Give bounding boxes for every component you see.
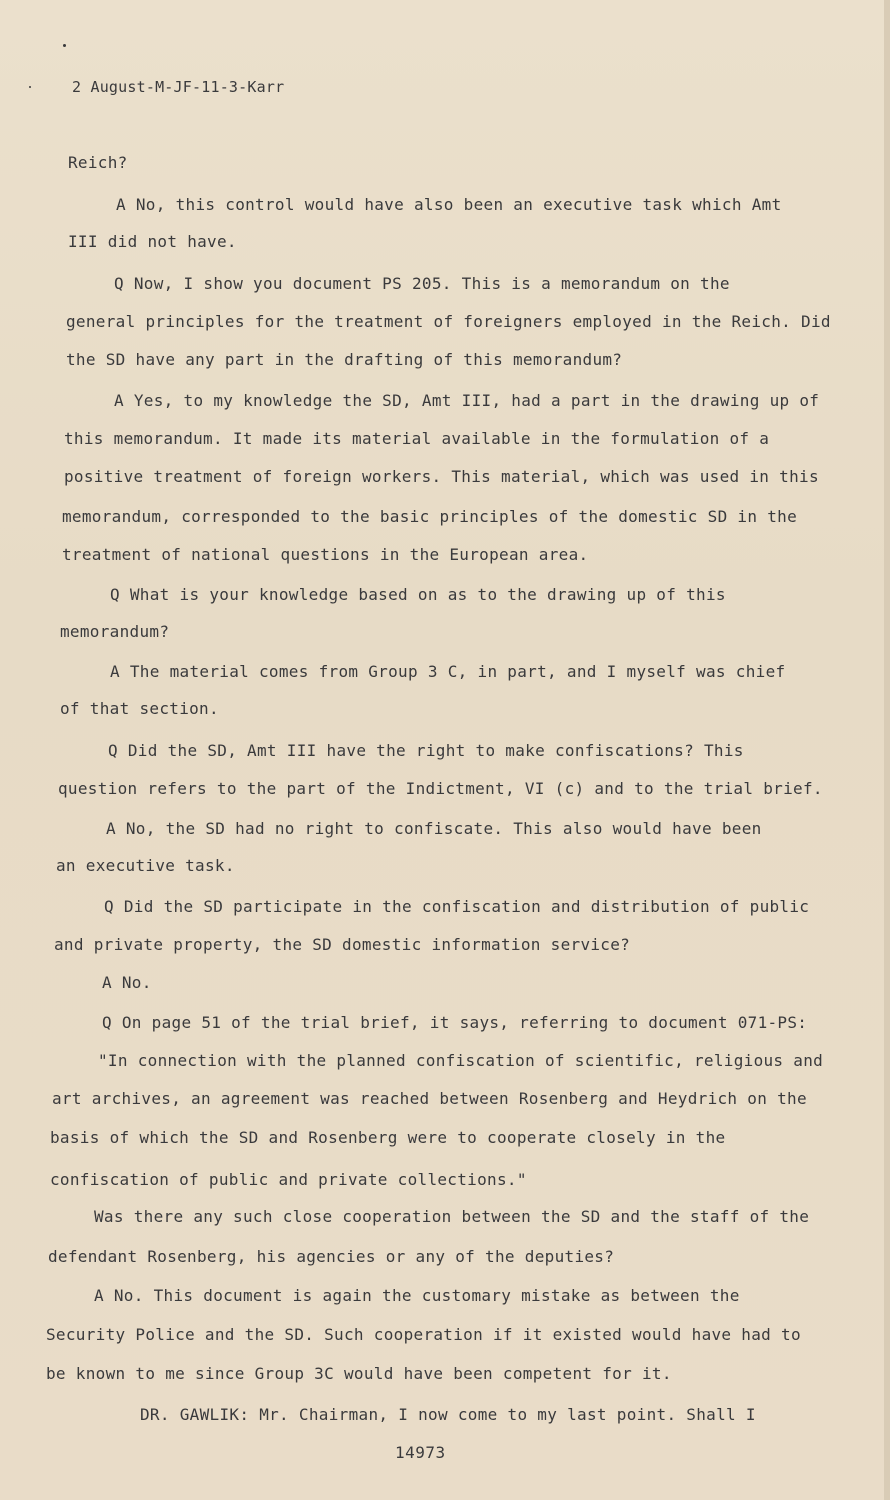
text-line: DR. GAWLIK: Mr. Chairman, I now come to my last point. Shall I xyxy=(140,1405,756,1424)
text-line: the SD have any part in the drafting of this memorandum? xyxy=(66,350,623,369)
text-line: this memorandum. It made its material available in the formulation of a xyxy=(64,429,770,448)
text-line: be known to me since Group 3C would have been competent for it. xyxy=(46,1364,672,1383)
document-header: 2 August-M-JF-11-3-Karr xyxy=(72,78,285,96)
text-line: confiscation of public and private collections." xyxy=(50,1170,527,1189)
text-line: memorandum? xyxy=(60,622,170,641)
text-line: Q What is your knowledge based on as to the drawing up of this xyxy=(110,585,726,604)
text-line: an executive task. xyxy=(56,856,235,875)
text-line: A No, the SD had no right to confiscate. This also would have been xyxy=(106,819,762,838)
text-line: A No, this control would have also been an executive task which Amt xyxy=(116,195,782,214)
text-line: treatment of national questions in the European area. xyxy=(62,545,589,564)
text-line: A The material comes from Group 3 C, in part, and I myself was chief xyxy=(110,662,786,681)
text-line: "In connection with the planned confiscation of scientific, religious and xyxy=(98,1051,824,1070)
text-line: Was there any such close cooperation between the SD and the staff of the xyxy=(94,1207,810,1226)
text-line: defendant Rosenberg, his agencies or any of the deputies? xyxy=(48,1247,615,1266)
text-line: of that section. xyxy=(60,699,219,718)
text-line: III did not have. xyxy=(68,232,237,251)
text-line: Q Did the SD participate in the confiscation and distribution of public xyxy=(104,897,810,916)
text-line: memorandum, corresponded to the basic principles of the domestic SD in the xyxy=(62,507,798,526)
text-line: A No. This document is again the customary mistake as between the xyxy=(94,1286,740,1305)
punch-mark xyxy=(63,44,66,47)
punch-mark xyxy=(29,86,31,88)
text-line: general principles for the treatment of foreigners employed in the Reich. Did xyxy=(66,312,831,331)
text-line: A No. xyxy=(102,973,152,992)
text-line: Reich? xyxy=(68,153,128,172)
text-line: basis of which the SD and Rosenberg were to cooperate closely in the xyxy=(50,1128,726,1147)
text-line: Q On page 51 of the trial brief, it says, referring to document 071-PS: xyxy=(102,1013,808,1032)
text-line: and private property, the SD domestic information service? xyxy=(54,935,631,954)
page-edge xyxy=(884,0,890,1500)
text-line: Q Now, I show you document PS 205. This is a memorandum on the xyxy=(114,274,730,293)
page-number: 14973 xyxy=(395,1443,446,1462)
text-line: Q Did the SD, Amt III have the right to make confiscations? This xyxy=(108,741,744,760)
text-line: art archives, an agreement was reached between Rosenberg and Heydrich on the xyxy=(52,1089,807,1108)
text-line: Security Police and the SD. Such cooperation if it existed would have had to xyxy=(46,1325,801,1344)
text-line: A Yes, to my knowledge the SD, Amt III, had a part in the drawing up of xyxy=(114,391,820,410)
text-line: positive treatment of foreign workers. This material, which was used in this xyxy=(64,467,819,486)
text-line: question refers to the part of the Indictment, VI (c) and to the trial brief. xyxy=(58,779,823,798)
